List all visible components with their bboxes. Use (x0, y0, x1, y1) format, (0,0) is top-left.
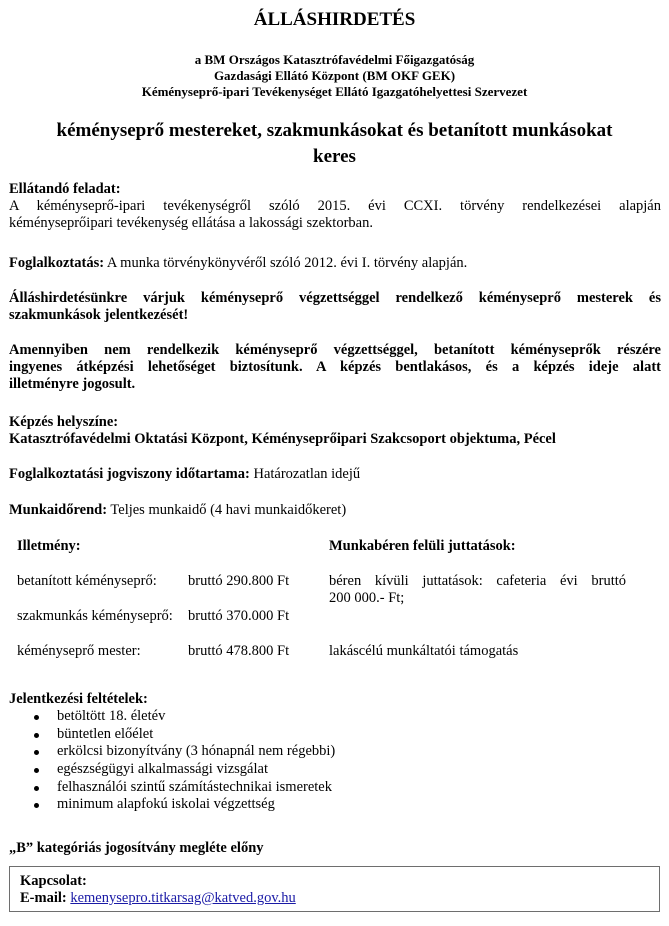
salary-amount: bruttó 290.800 Ft (188, 573, 290, 589)
benefit-item-line-1: béren kívüli juttatások: cafeteria évi bruttó (329, 573, 626, 589)
bullet-icon (34, 733, 39, 738)
bullet-icon (34, 803, 39, 808)
benefit-item-line-2: 200 000.- Ft; (329, 590, 405, 606)
salary-amount: bruttó 478.800 Ft (188, 643, 290, 659)
task-text-line-1: A kéményseprő-ipari tevékenységről szóló 2015. évi CCXI. törvény rendelkezései alapján (9, 198, 661, 214)
invitation-section (9, 290, 661, 324)
requirement-item: minimum alapfokú iskolai végzettség (34, 796, 335, 814)
requirement-item: egészségügyi alkalmassági vizsgálat (34, 761, 335, 779)
salary-label: Illetmény: (17, 538, 81, 554)
employment-value: A munka törvénykönyvéről szóló 2012. évi I. törvény alapján. (104, 255, 468, 271)
advantage-note: „B” kategóriás jogosítvány megléte előny (9, 840, 264, 856)
working-hours-label: Munkaidőrend: (9, 502, 108, 518)
salary-position: szakmunkás kéményseprő: (17, 608, 173, 624)
organization-line-2: Gazdasági Ellátó Központ (BM OKF GEK) (213, 68, 456, 83)
requirements-label: Jelentkezési feltételek: (9, 691, 148, 707)
requirements-list (34, 708, 335, 814)
page-title: ÁLLÁSHIRDETÉS (253, 9, 416, 30)
employment-duration-section (9, 466, 661, 483)
salary-position: kéményseprő mester: (17, 643, 141, 659)
requirement-item: büntetlen előélet (34, 726, 335, 744)
training-offer-line-1: Amennyiben nem rendelkezik kéményseprő végzettséggel, betanított kéményseprők részére (9, 342, 661, 358)
training-offer-section (9, 342, 661, 393)
task-section (9, 181, 661, 232)
working-hours-section (9, 502, 661, 519)
training-location-label: Képzés helyszíne: (9, 414, 119, 430)
requirement-item: betöltött 18. életév (34, 708, 335, 726)
training-offer-line-3: illetményre jogosult. (9, 376, 136, 392)
employment-duration-value: Határozatlan idejű (249, 466, 361, 482)
requirement-item: felhasználói szintű számítástechnikai ismeretek (34, 779, 335, 797)
invitation-line-1: Álláshirdetésünkre várjuk kéményseprő végzettséggel rendelkező kéményseprő mesterek és (9, 290, 661, 306)
task-text-line-2: kéményseprőipari tevékenység ellátása a lakossági szektorban. (9, 215, 373, 231)
contact-label: Kapcsolat: (20, 873, 87, 889)
working-hours-value: Teljes munkaidő (4 havi munkaidőkeret) (107, 502, 347, 518)
salary-position: betanított kéményseprő: (17, 573, 157, 589)
organization-line-1: a BM Országos Katasztrófavédelmi Főigazgatóság (194, 52, 475, 67)
benefit-item: lakáscélú munkáltatói támogatás (329, 643, 519, 659)
email-label: E-mail: (20, 890, 67, 906)
bullet-icon (34, 715, 39, 720)
bullet-icon (34, 786, 39, 791)
salary-amount: bruttó 370.000 Ft (188, 608, 290, 624)
employment-duration-label: Foglalkoztatási jogviszony időtartama: (9, 466, 250, 482)
headline-line-1: kéményseprő mestereket, szakmunkásokat és betanított munkásokat (56, 120, 613, 141)
benefits-label: Munkabéren felüli juttatások: (329, 538, 516, 554)
headline-line-2: keres (313, 146, 356, 167)
contact-content (20, 873, 296, 907)
bullet-icon (34, 750, 39, 755)
headline (0, 118, 669, 170)
training-location-value: Katasztrófavédelmi Oktatási Központ, Kéményseprőipari Szakcsoport objektuma, Pécel (9, 431, 556, 447)
invitation-line-2: szakmunkások jelentkezését! (9, 307, 189, 323)
employment-label: Foglalkoztatás: (9, 255, 105, 271)
employment-section (9, 255, 661, 272)
training-location-section (9, 414, 661, 448)
bullet-icon (34, 768, 39, 773)
contact-box (9, 866, 660, 912)
organization-line-3: Kéményseprő-ipari Tevékenységet Ellátó Igazgatóhelyettesi Szervezet (141, 84, 528, 99)
email-link[interactable]: kemenysepro.titkarsag@katved.gov.hu (70, 890, 296, 906)
task-label: Ellátandó feladat: (9, 181, 121, 197)
requirement-item: erkölcsi bizonyítvány (3 hónapnál nem régebbi) (34, 743, 335, 761)
training-offer-line-2: ingyenes átképzési lehetőséget biztosítunk. A képzés bentlakásos, és a képzés ideje alatt (9, 359, 661, 375)
email-row (20, 890, 296, 907)
